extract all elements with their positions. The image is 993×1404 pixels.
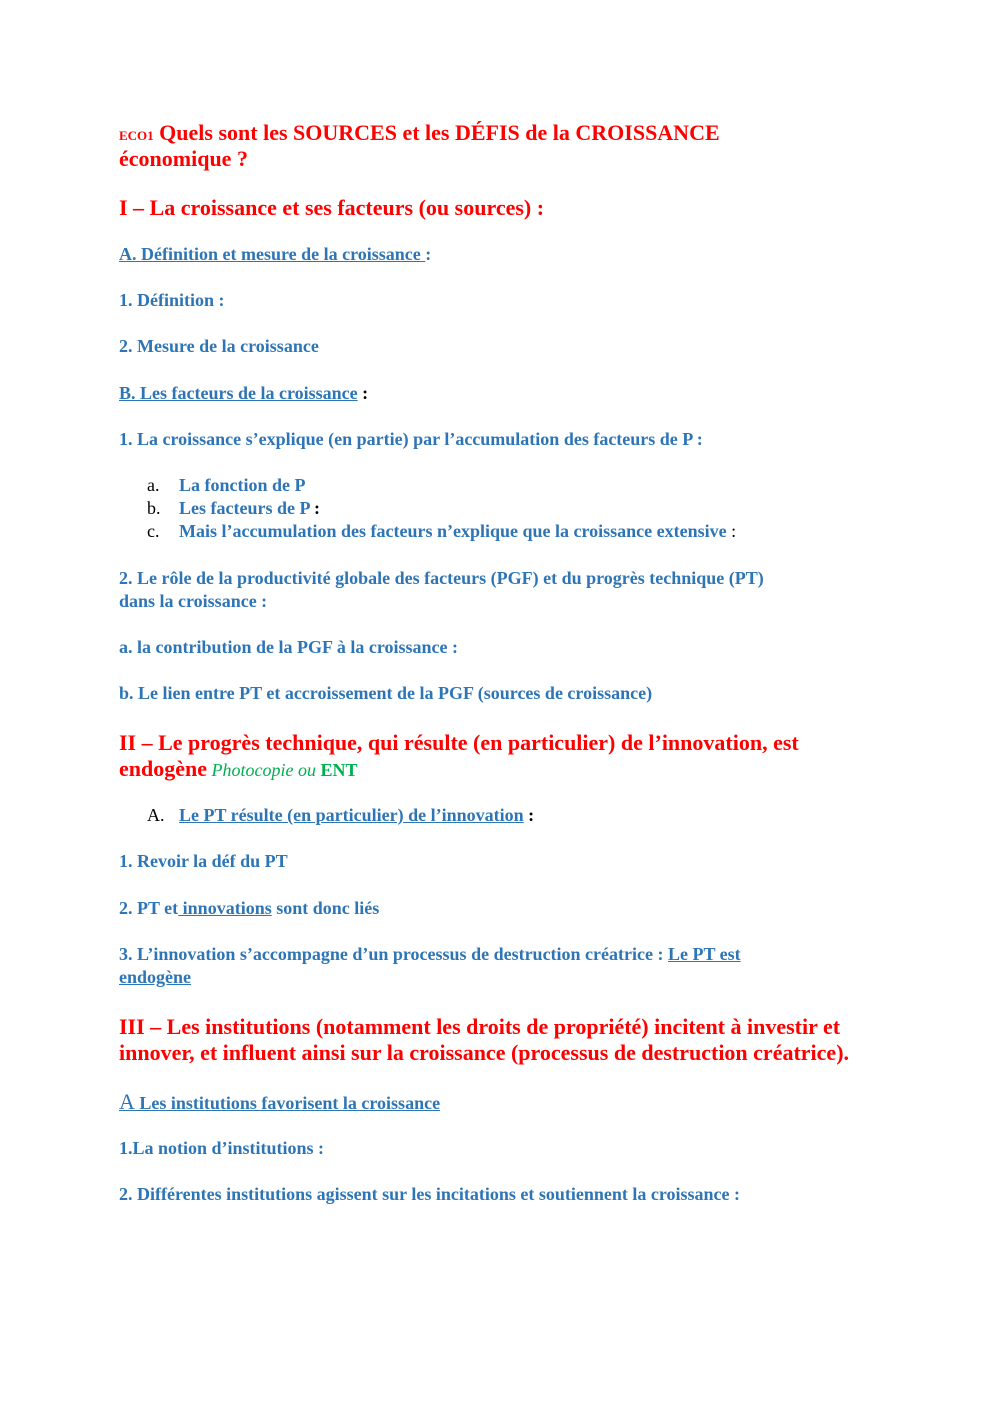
list-item-text: Les facteurs de P : bbox=[179, 498, 320, 518]
item-pgf-role-line-1: 2. Le rôle de la productivité globale des facteurs (PGF) et du progrès technique (PT) bbox=[119, 568, 764, 588]
pt-endogene-link-2: endogène bbox=[119, 967, 191, 987]
innovations-link: innovations bbox=[178, 898, 272, 918]
section-1a-colon: : bbox=[425, 244, 432, 264]
item-destruction-creatrice-line-2 bbox=[119, 967, 191, 989]
section-3a-letter: A bbox=[119, 1089, 135, 1114]
item-pt-innovations: 2. PT et innovations sont donc liés bbox=[119, 898, 380, 918]
item-pt-pgf-link: b. Le lien entre PT et accroissement de la PGF (sources de croissance) bbox=[119, 683, 653, 703]
item-revoir-def: 1. Revoir la déf du PT bbox=[119, 851, 288, 871]
heading-part-3-line-1: III – Les institutions (notamment les droits de propriété) incitent à investir et bbox=[119, 1014, 841, 1039]
heading-part-2-line-1: II – Le progrès technique, qui résulte (en particulier) de l’innovation, est bbox=[119, 730, 799, 755]
photocopie-note: Photocopie ou bbox=[207, 760, 321, 780]
title-line-1: Quels sont les SOURCES et les DÉFIS de la CROISSANCE bbox=[153, 120, 720, 145]
section-2a-marker: A. bbox=[147, 805, 165, 825]
section-3a bbox=[119, 1089, 440, 1115]
list-marker: a. bbox=[147, 475, 160, 495]
list-item-text: La fonction de P bbox=[179, 475, 306, 495]
document-title bbox=[119, 120, 720, 146]
course-code: ECO1 bbox=[119, 128, 154, 143]
item-definition: 1. Définition : bbox=[119, 290, 225, 310]
section-3a-title: Les institutions favorisent la croissance bbox=[134, 1093, 441, 1113]
section-1b bbox=[119, 383, 368, 405]
ent-label: ENT bbox=[320, 760, 358, 780]
item-institutions-incitations: 2. Différentes institutions agissent sur les incitations et soutiennent la croissance : bbox=[119, 1184, 740, 1204]
section-1a bbox=[119, 244, 431, 266]
list-marker: c. bbox=[147, 521, 160, 541]
item-pgf-contribution: a. la contribution de la PGF à la croissance : bbox=[119, 637, 458, 657]
heading-part-2-line-2 bbox=[119, 756, 358, 782]
title-line-2: économique ? bbox=[119, 146, 248, 171]
item-mesure: 2. Mesure de la croissance bbox=[119, 336, 319, 356]
list-item-text: Mais l’accumulation des facteurs n’explique que la croissance extensive : bbox=[179, 521, 737, 541]
heading-part-2-endogene: endogène bbox=[119, 756, 207, 781]
heading-part-1: I – La croissance et ses facteurs (ou sources) : bbox=[119, 195, 545, 220]
item-notion-institutions: 1.La notion d’institutions : bbox=[119, 1138, 325, 1158]
section-1b-colon: : bbox=[357, 383, 369, 403]
heading-part-3-line-2: innover, et influent ainsi sur la croissance (processus de destruction créatrice). bbox=[119, 1040, 850, 1065]
pt-endogene-link-1: Le PT est bbox=[667, 944, 741, 964]
item-pgf-role-line-2: dans la croissance : bbox=[119, 591, 268, 611]
section-2a-title: Le PT résulte (en particulier) de l’innovation bbox=[179, 805, 524, 825]
item-destruction-creatrice: 3. L’innovation s’accompagne d’un processus de destruction créatrice : Le PT est bbox=[119, 944, 741, 964]
item-accumulation: 1. La croissance s’explique (en partie) par l’accumulation des facteurs de P : bbox=[119, 429, 703, 449]
list-marker: b. bbox=[147, 498, 161, 518]
section-1b-title: B. Les facteurs de la croissance bbox=[119, 383, 358, 403]
section-1a-title: A. Définition et mesure de la croissance bbox=[119, 244, 426, 264]
